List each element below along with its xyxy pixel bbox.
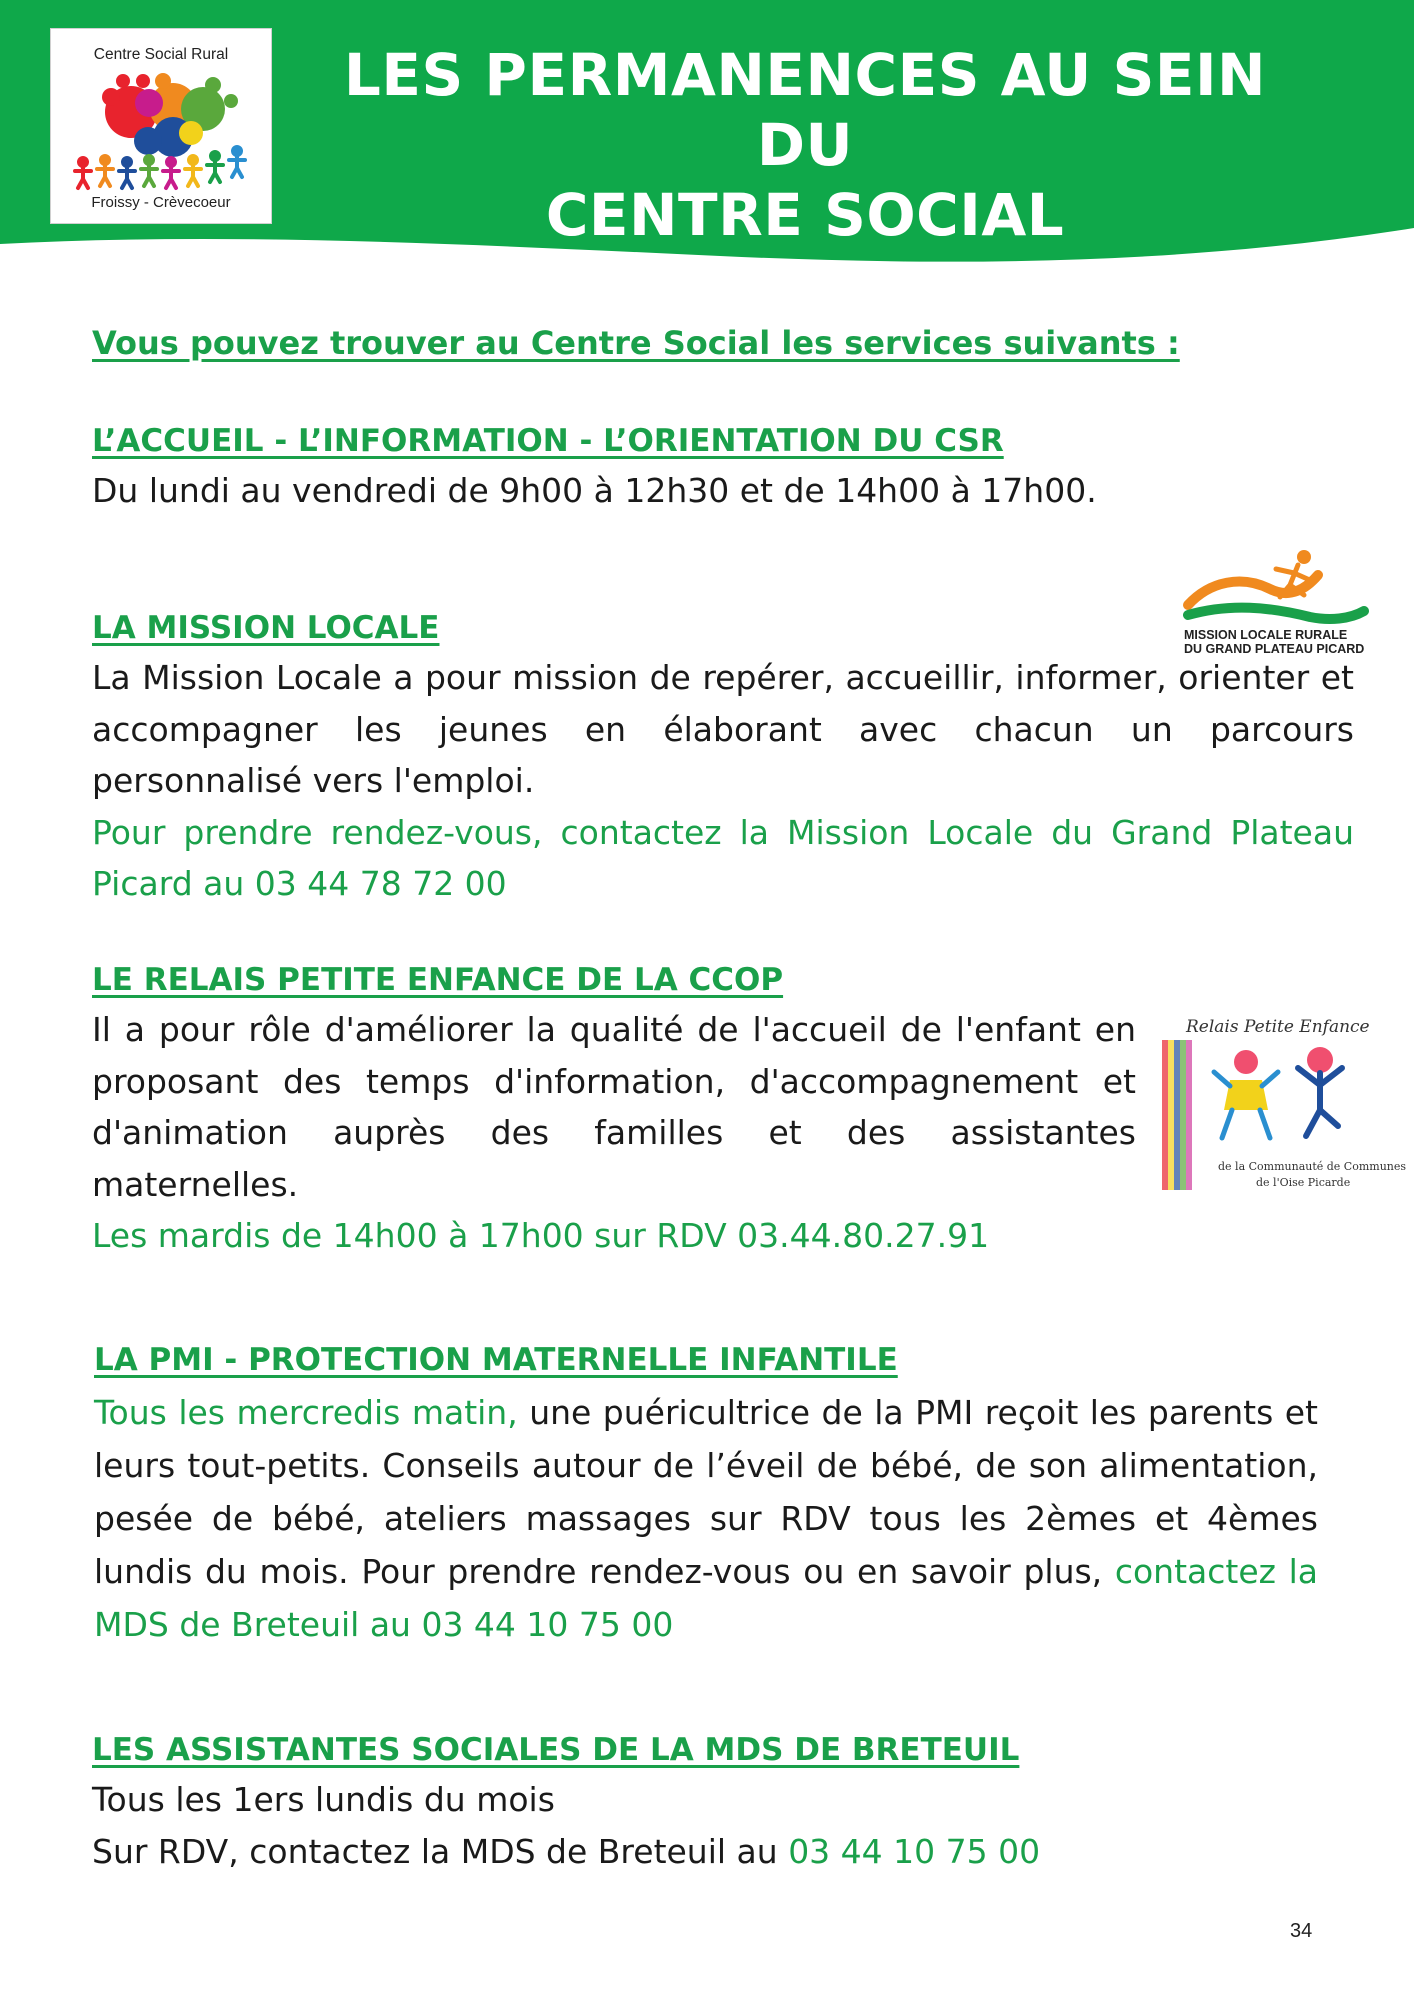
section-relais bbox=[92, 960, 1136, 1262]
assistantes-heading: LES ASSISTANTES SOCIALES DE LA MDS DE BRETEUIL bbox=[92, 1732, 1020, 1768]
relais-petite-enfance-logo bbox=[1160, 1010, 1407, 1195]
logo-top-text: Centre Social Rural bbox=[93, 46, 229, 63]
page-number: 34 bbox=[1290, 1920, 1313, 1942]
section-accueil bbox=[92, 421, 1354, 517]
ml-logo-line2: DU GRAND PLATEAU PICARD bbox=[1184, 642, 1365, 656]
mission-contact: Pour prendre rendez-vous, contactez la Mission Locale du Grand Plateau Picard au 03 44 78 72 00 bbox=[92, 812, 1354, 903]
intro-heading: Vous pouvez trouver au Centre Social les services suivants : bbox=[92, 324, 1180, 362]
relais-contact: Les mardis de 14h00 à 17h00 sur RDV 03.44.80.27.91 bbox=[92, 1216, 990, 1255]
mission-text: La Mission Locale a pour mission de repérer, accueillir, informer, orienter et accompagner les jeunes en élaborant avec chacun un parcours personnalisé vers l'emploi. bbox=[92, 658, 1354, 800]
section-mission-locale bbox=[92, 608, 1354, 910]
rpe-logo-sub2: de l'Oise Picarde bbox=[1256, 1176, 1351, 1189]
rpe-logo-title: Relais Petite Enfance bbox=[1186, 1017, 1370, 1037]
handprints-icon bbox=[63, 67, 261, 197]
section-assistantes bbox=[92, 1730, 1354, 1877]
assistantes-line2-text: Sur RDV, contactez la MDS de Breteuil au bbox=[92, 1831, 789, 1871]
pmi-body: une puéricultrice de la PMI reçoit les parents et leurs tout-petits. Conseils autour de l’éveil de bébé, de son alimentation, pesée de bébé, ateliers massages sur RDV tous les 2èmes et 4èmes lundis du mois. Pour prendre rendez-vous ou en savoir plus, bbox=[94, 1393, 1319, 1591]
relais-text: Il a pour rôle d'améliorer la qualité de l'accueil de l'enfant en proposant des temps d'information, d'accompagnement et d'animation auprès des familles et des assistantes maternelles. bbox=[92, 1010, 1136, 1204]
assistantes-phone: 03 44 10 75 00 bbox=[788, 1831, 1041, 1871]
assistantes-line1: Tous les 1ers lundis du mois bbox=[92, 1780, 555, 1819]
csr-logo bbox=[50, 28, 272, 224]
ml-logo-line1: MISSION LOCALE RURALE bbox=[1184, 628, 1348, 642]
pmi-heading: LA PMI - PROTECTION MATERNELLE INFANTILE bbox=[94, 1342, 898, 1378]
logo-bottom-text: Froissy - Crèvecoeur bbox=[91, 194, 231, 211]
accueil-heading: L’ACCUEIL - L’INFORMATION - L’ORIENTATION DU CSR bbox=[92, 423, 1004, 459]
accueil-text: Du lundi au vendredi de 9h00 à 12h30 et de 14h00 à 17h00. bbox=[92, 471, 1097, 510]
mission-heading: LA MISSION LOCALE bbox=[92, 610, 440, 646]
relais-heading: LE RELAIS PETITE ENFANCE DE LA CCOP bbox=[92, 962, 784, 998]
rpe-logo-sub1: de la Communauté de Communes bbox=[1218, 1160, 1407, 1173]
section-pmi bbox=[94, 1340, 1318, 1651]
page-title bbox=[300, 40, 1310, 250]
page-title-line1: LES PERMANENCES AU SEIN DU bbox=[343, 41, 1267, 179]
pmi-contact: contactez la MDS de Breteuil au 03 44 10 75 00 bbox=[94, 1552, 1318, 1644]
pmi-lead: Tous les mercredis matin, bbox=[94, 1393, 518, 1432]
assistantes-line2 bbox=[92, 1826, 1354, 1878]
page-title-line2: CENTRE SOCIAL bbox=[545, 181, 1065, 249]
pmi-text bbox=[94, 1386, 1318, 1651]
